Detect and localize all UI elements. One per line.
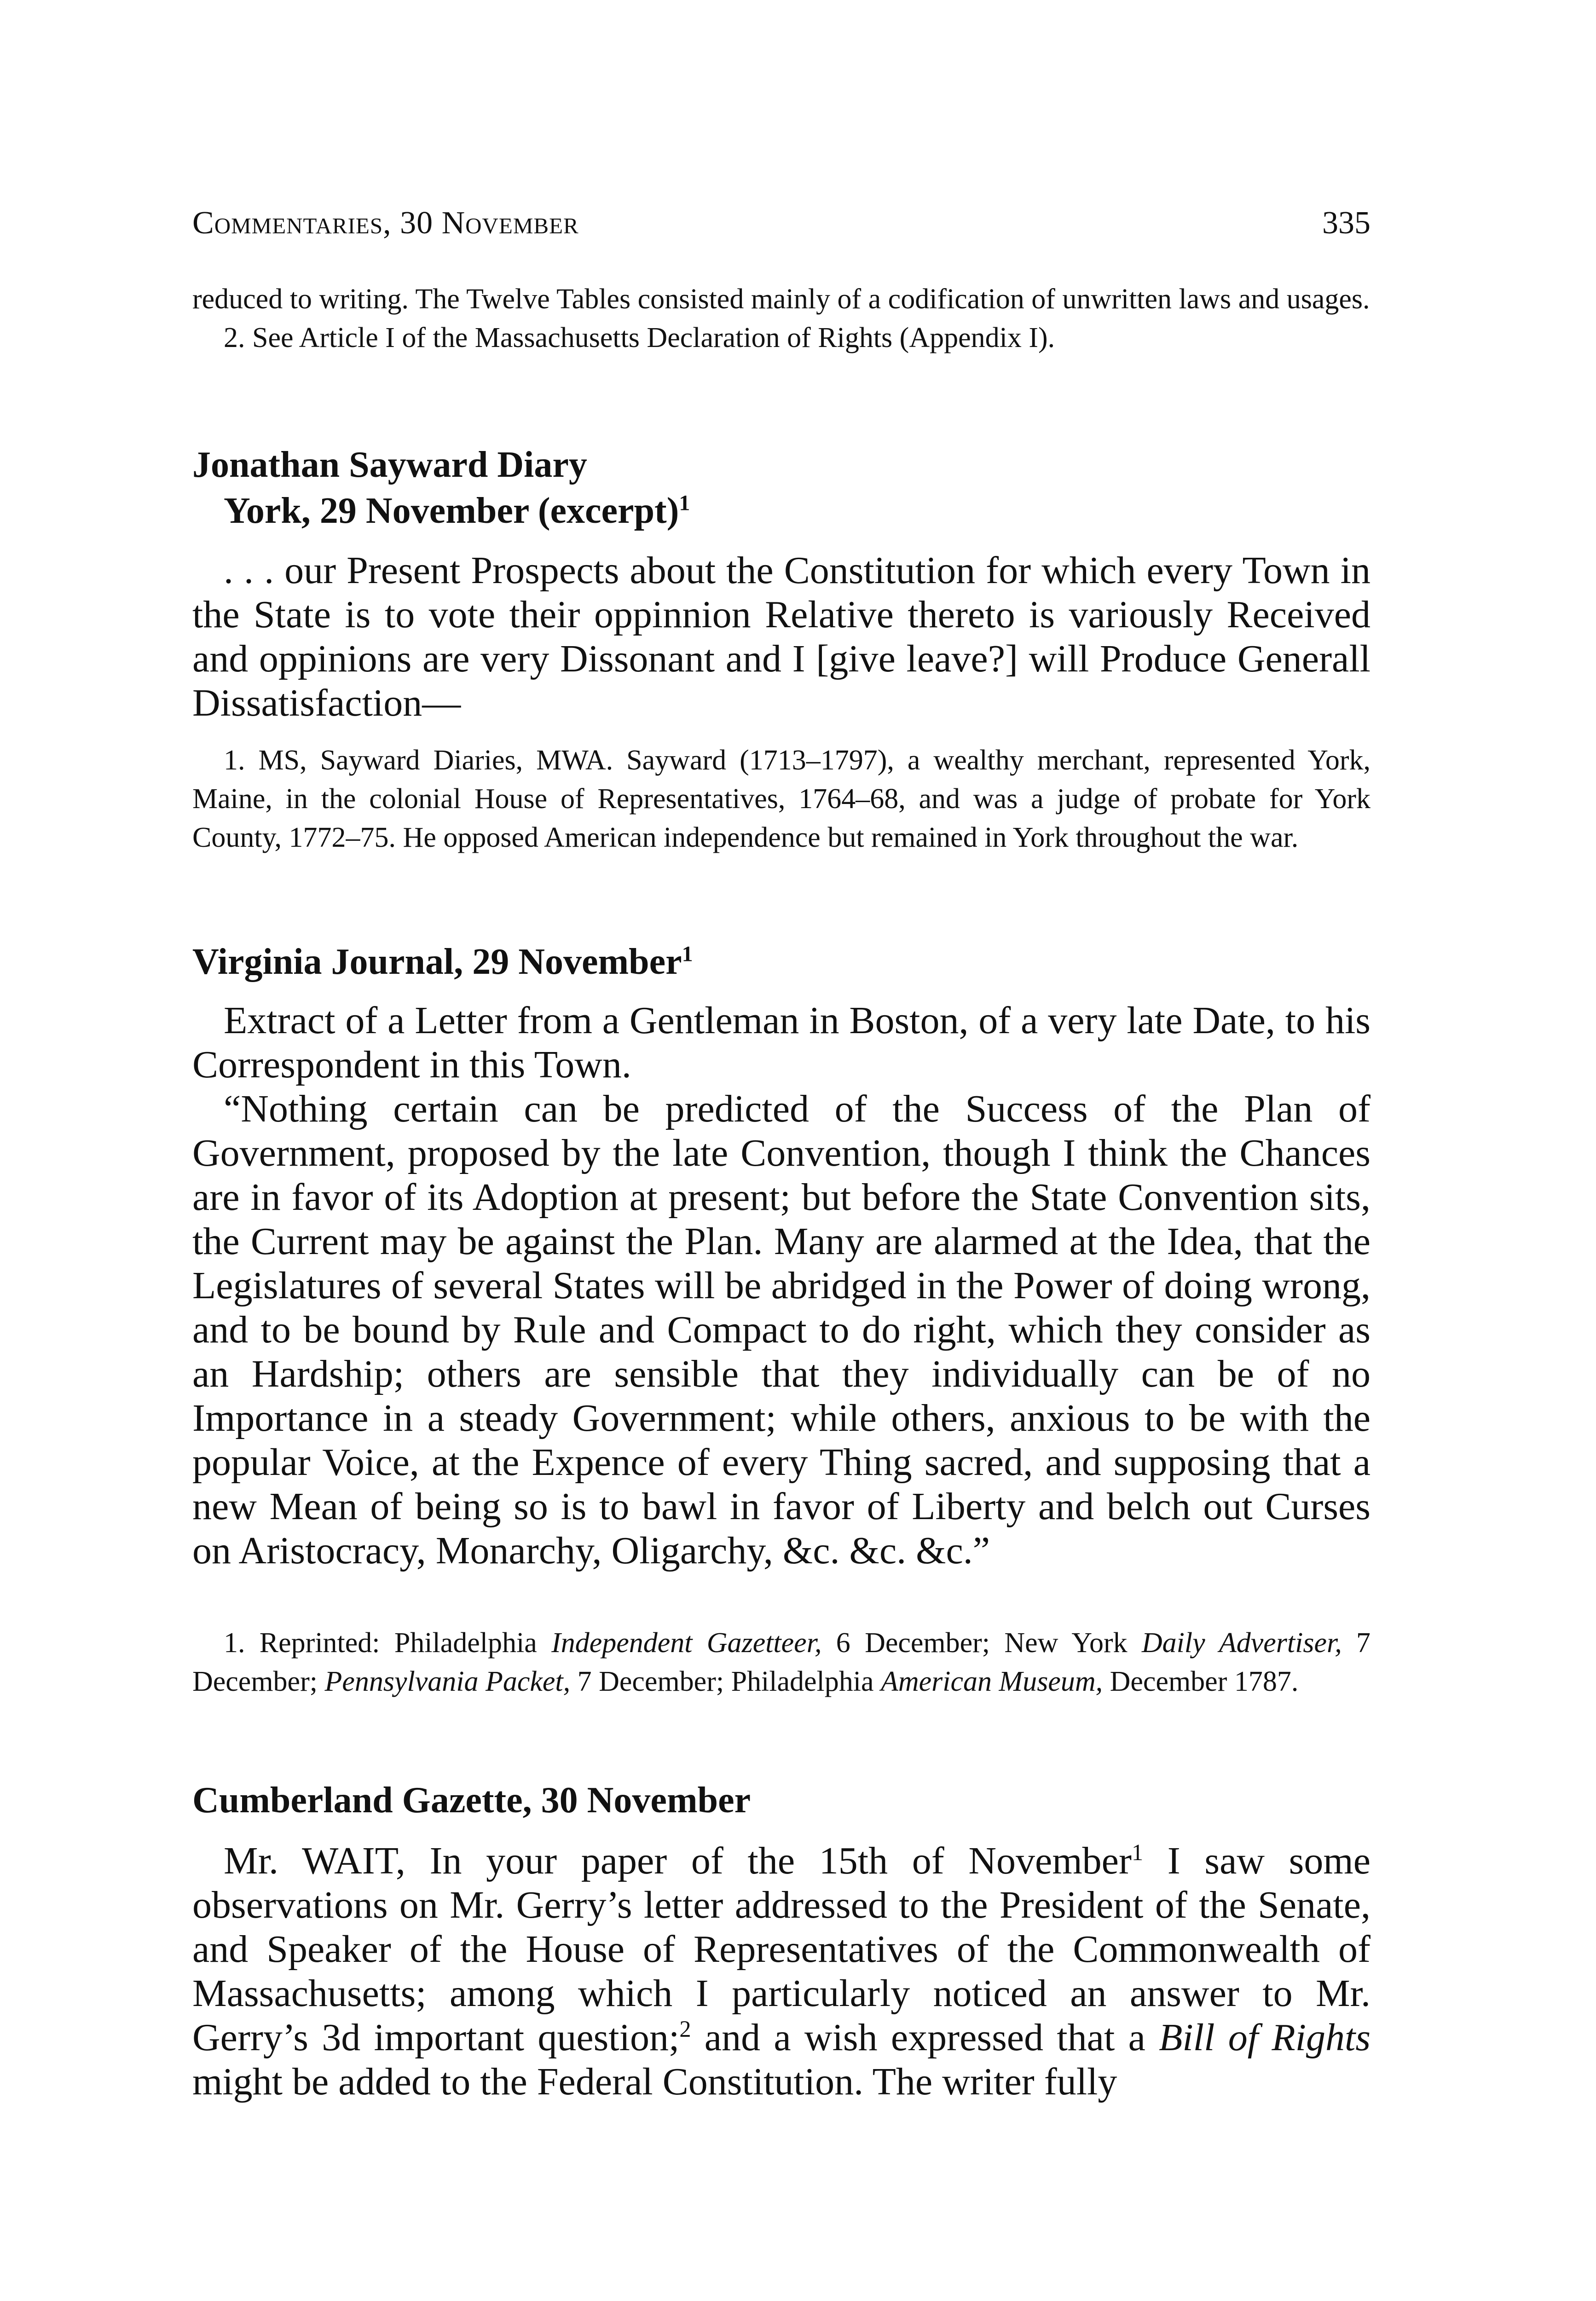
- fn-text: 1. Reprinted: Philadelphia: [224, 1627, 552, 1659]
- note-mark: 2: [679, 2016, 691, 2042]
- fn-text: 7 December; Philadelphia: [570, 1666, 881, 1697]
- virginia-footnote: [192, 1624, 1370, 1701]
- virginia-heading: [192, 939, 1370, 985]
- virginia-note-mark: 1: [682, 942, 693, 966]
- virginia-letter: [192, 999, 1370, 1573]
- sayward-footnote: 1. MS, Sayward Diaries, MWA. Sayward (1713–1797), a wealthy merchant, represented York, Maine, in the colonial House of Representatives, 1764–68, and was a judge of probate for York County, 1772–75. He opposed American independence but remained in York throughout the war.: [192, 745, 1370, 853]
- body-text: might be added to the Federal Constitution. The writer fully: [192, 2060, 1117, 2103]
- fn-text: 7 December;: [192, 1627, 1371, 1697]
- virginia-para-2: “Nothing certain can be predicted of the Success of the Plan of Government, proposed by the late Convention, though I think the Chances are in favor of its Adoption at present; but before the State Convention sits, the Current may be against the Plan. Many are alarmed at the Idea, that the Legislatures of several States will be abridged in the Power of doing wrong, and to be bound by Rule and Compact to do right, which they consider as an Hardship; others are sensible that they individually can be of no Importance in a steady Government; while others, anxious to be with the popular Voice, at the Expence of every Thing sacred, and supposing that a new Mean of being so is to bawl in favor of Liberty and belch out Curses on Aristocracy, Monarchy, Oligarchy, &c. &c. &c.”: [192, 1087, 1370, 1572]
- fn-title: American Museum,: [881, 1666, 1103, 1697]
- virginia-footnotes: [192, 1624, 1370, 1701]
- cumberland-heading: [192, 1777, 1370, 1823]
- sayward-heading: [192, 442, 1370, 534]
- cumberland-letter: [192, 1839, 1370, 2104]
- body-text: I saw some observations on Mr. Gerry’s letter addressed to the President of the Senate, and Speaker of the House of Representatives of the Commonwealth of Massachusetts; among which I particularly noticed an answer to Mr. Gerry’s 3d important question;: [192, 1839, 1370, 2059]
- fn-text: 6 December; New York: [821, 1627, 1142, 1659]
- cumberland-para: [192, 1839, 1370, 2104]
- sayward-note-mark: 1: [679, 491, 690, 515]
- sayward-subtitle: York, 29 November (excerpt): [224, 491, 679, 531]
- fn-title: Pennsylvania Packet,: [324, 1666, 571, 1697]
- footnote-2: 2. See Article I of the Massachusetts Declaration of Rights (Appendix I).: [224, 322, 1055, 353]
- sayward-footnotes: [192, 741, 1370, 857]
- running-head: [192, 202, 1370, 244]
- sayward-entry: [192, 549, 1370, 725]
- continued-footnotes: [192, 280, 1370, 357]
- sayward-subtitle-line: [192, 488, 1370, 534]
- italic-phrase: Bill of Rights: [1159, 2016, 1371, 2059]
- virginia-title: Virginia Journal, 29 November: [192, 942, 682, 982]
- sayward-text: . . . our Present Prospects about the Constitution for which every Town in the State is to vote their oppinnion Relative thereto is variously Received and oppinions are very Dissonant and I [give leave?] will Produce Generall Dissatisfaction—: [192, 549, 1370, 724]
- footnote-continued: reduced to writing. The Twelve Tables consisted mainly of a codification of unwritten laws and usages.: [192, 283, 1370, 315]
- body-text: and a wish expressed that a: [691, 2016, 1159, 2059]
- note-mark: 1: [1131, 1839, 1144, 1865]
- virginia-para-1: Extract of a Letter from a Gentleman in Boston, of a very late Date, to his Correspondent in this Town.: [192, 999, 1370, 1086]
- page-number: 335: [1322, 205, 1370, 241]
- running-head-title: Commentaries, 30 November: [192, 205, 579, 241]
- body-text: Mr. WAIT, In your paper of the 15th of November: [224, 1839, 1132, 1882]
- fn-title: Independent Gazetteer,: [551, 1627, 822, 1659]
- cumberland-title: Cumberland Gazette, 30 November: [192, 1780, 751, 1821]
- sayward-title: Jonathan Sayward Diary: [192, 445, 587, 485]
- fn-title: Daily Advertiser,: [1141, 1627, 1342, 1659]
- fn-text: December 1787.: [1103, 1666, 1299, 1697]
